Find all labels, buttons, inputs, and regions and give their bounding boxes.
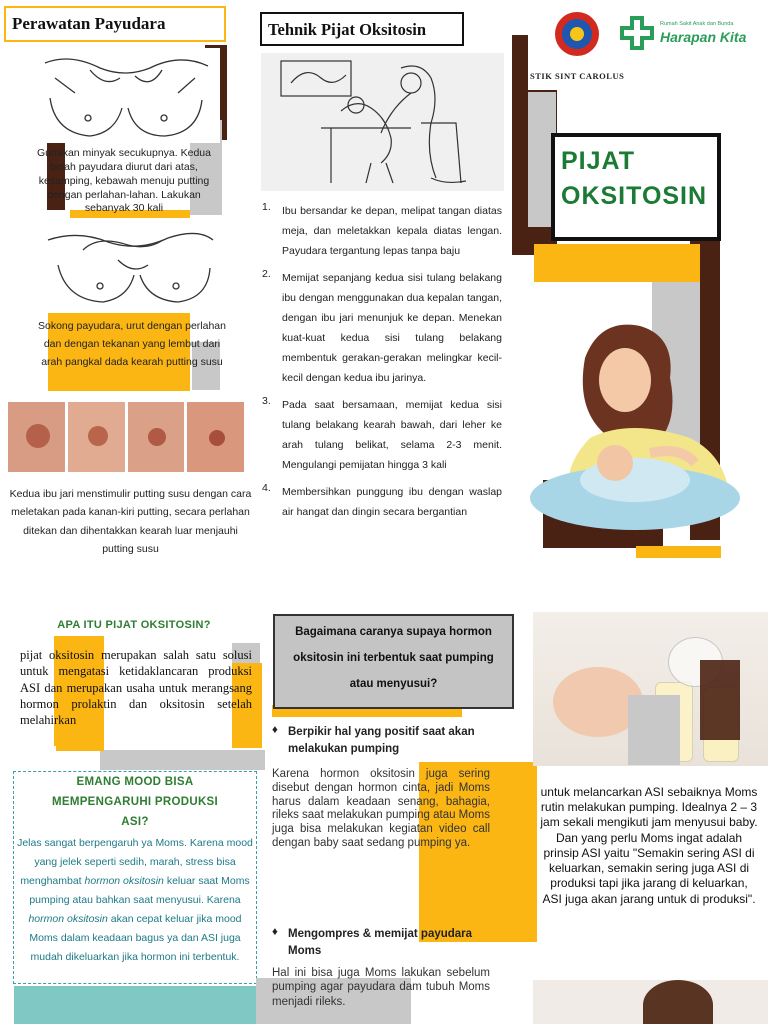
main-title-line-2: OKSITOSIN	[561, 182, 708, 210]
oxytocin-massage-sketch	[261, 53, 504, 191]
mood-text-3: akan cepat keluar jika mood Moms dalam keadaan bagus ya dan ASI juga mudah dikeluarkan jika hormon ini terbentuk.	[29, 912, 242, 963]
deco-yellow-bar	[636, 546, 721, 558]
hair-shape	[643, 980, 713, 1024]
diamond-bullet-icon: ♦	[272, 724, 278, 736]
main-title-box	[551, 133, 721, 241]
mother-photo-bottom	[533, 980, 768, 1024]
photo-step-2	[68, 402, 125, 472]
hospital-logo	[620, 14, 765, 54]
step-text: Membersihkan punggung ibu dengan waslap air hangat dan dingin secara bergantian	[282, 486, 502, 518]
bullet-1-heading	[272, 724, 492, 757]
breast-massage-illustration-2	[38, 220, 220, 312]
main-title-line-1: PIJAT	[561, 147, 635, 175]
middle-title-box	[260, 12, 464, 46]
mood-box	[13, 771, 257, 984]
hospital-cross-icon	[620, 16, 654, 50]
massage-steps-list	[262, 201, 502, 529]
step-item	[262, 201, 502, 261]
what-is-heading: APA ITU PIJAT OKSITOSIN?	[57, 619, 211, 631]
what-is-paragraph: pijat oksitosin merupakan salah satu solusi untuk mengatasi ketidaklancaran produksi ASI dan merupakan usaha untuk merangsang hormon prolaktin dan oksitosin setelah melahirkan	[20, 648, 252, 727]
bullet-2-heading	[272, 926, 490, 959]
hospital-small-text: Rumah Sakit Anak dan Bunda	[660, 21, 734, 27]
step-number: 3.	[262, 395, 271, 407]
step-item	[262, 395, 502, 475]
bullet-1-text: Karena hormon oksitosin juga sering disebut dengan hormon cinta, jadi Moms harus dalam keadaan senang, bahagia, rileks saat melakukan pumping atau Moms juga bisa melakukan kegiatan video call dengan baby saat sedang pumping ya.	[272, 768, 490, 849]
mood-paragraph	[17, 834, 253, 966]
step-item	[262, 268, 502, 388]
step-number: 2.	[262, 268, 271, 280]
deco-gray-block	[100, 750, 265, 770]
pumping-paragraph: untuk melancarkan ASI sebaiknya Moms rutin melakukan pumping. Idealnya 2 – 3 jam sekali mengikuti jam menyusui baby. Dan yang perlu Moms ingat adalah prinsip ASI yaitu "Semakin sering ASI di keluarkan, semakin sering juga ASI di produksi tapi jika jarang di keluarkan, ASI juga akan jarang untuk di produksi".	[540, 785, 758, 906]
deco-yellow-block	[534, 244, 700, 282]
deco-teal-block	[14, 986, 256, 1024]
photo-step-3	[128, 402, 185, 472]
breast-massage-illustration-1	[30, 48, 220, 143]
mood-text-1: Jelas sangat berpengaruh ya Moms. Karena mood yang jelek seperti sedih, marah, stress bisa menghambat	[17, 837, 253, 888]
left-text-3: Kedua ibu jari menstimulir putting susu dengan cara meletakan pada kanan-kiri putting, secara perlahan ditekan dan dihentakkan kearah luar menjauhi putting susu	[9, 488, 252, 556]
photo-step-1	[8, 402, 65, 472]
step-text: Memijat sepanjang kedua sisi tulang belakang ibu dengan menggunakan dua kepalan tangan, dengan ibu jari menunjuk ke depan. Menekan kuat-kuat kedua sisi tulang belakang membentuk gerakan-gerakan melingkar kecil-kecil dengan kedua ibu jarinya.	[282, 272, 502, 384]
bullet-2-title: Mengompres & memijat payudara Moms	[288, 928, 473, 957]
step-number: 4.	[262, 482, 271, 494]
diamond-bullet-icon: ♦	[272, 926, 278, 938]
photo-step-4	[187, 402, 244, 472]
step-text: Ibu bersandar ke depan, melipat tangan diatas meja, dan meletakkan kepala diatas lengan. Payudara tergantung lepas tanpa baju	[282, 205, 502, 257]
mood-text-2: keluar saat Moms pumping atau bahkan saat menyusui. Karena	[29, 875, 250, 907]
left-title-box	[4, 6, 226, 42]
institution-logo	[528, 10, 602, 60]
left-text-1: Gunakan minyak secukupnya. Kedua belah payudara diurut dari atas, kesamping, kebawah menuju putting dengan perlahan-lahan. Lakukan sebanyak 30 kali	[37, 147, 211, 215]
deco-gray-block	[628, 695, 680, 765]
question-box	[273, 614, 514, 709]
left-text-2: Sokong payudara, urut dengan perlahan dan dengan tekanan yang lembut dari arah pangkal dada kearah putting susu	[38, 320, 226, 368]
mood-emphasis-2: hormon oksitosin	[28, 912, 108, 925]
question-text: Bagaimana caranya supaya hormon oksitosin ini terbentuk saat pumping atau menyusui?	[293, 626, 494, 690]
step-number: 1.	[262, 201, 271, 213]
middle-title: Tehnik Pijat Oksitosin	[268, 20, 427, 39]
institution-name: STIK SINT CAROLUS	[530, 71, 625, 81]
mood-heading: EMANG MOOD BISA MEMPENGARUHI PRODUKSI ASI?	[51, 776, 219, 829]
deco-brown-block	[700, 660, 740, 740]
nipple-stimulation-photos	[8, 402, 244, 472]
left-title: Perawatan Payudara	[12, 14, 166, 33]
hospital-name: Harapan Kita	[660, 29, 747, 45]
institution-name-box	[528, 60, 633, 90]
bullet-2-text: Hal ini bisa juga Moms lakukan sebelum pumping agar payudara dam tubuh Moms menjadi rileks.	[272, 967, 490, 1008]
step-item	[262, 482, 502, 522]
mood-emphasis-1: hormon oksitosin	[84, 875, 164, 888]
mother-breastfeeding-illustration	[530, 318, 752, 538]
bullet-1-title: Berpikir hal yang positif saat akan melakukan pumping	[288, 726, 475, 755]
step-text: Pada saat bersamaan, memijat kedua sisi tulang belakang kearah bawah, dari leher ke arah tulang belikat, selama 2-3 menit. Mengulangi pemijatan hingga 3 kali	[282, 399, 502, 471]
